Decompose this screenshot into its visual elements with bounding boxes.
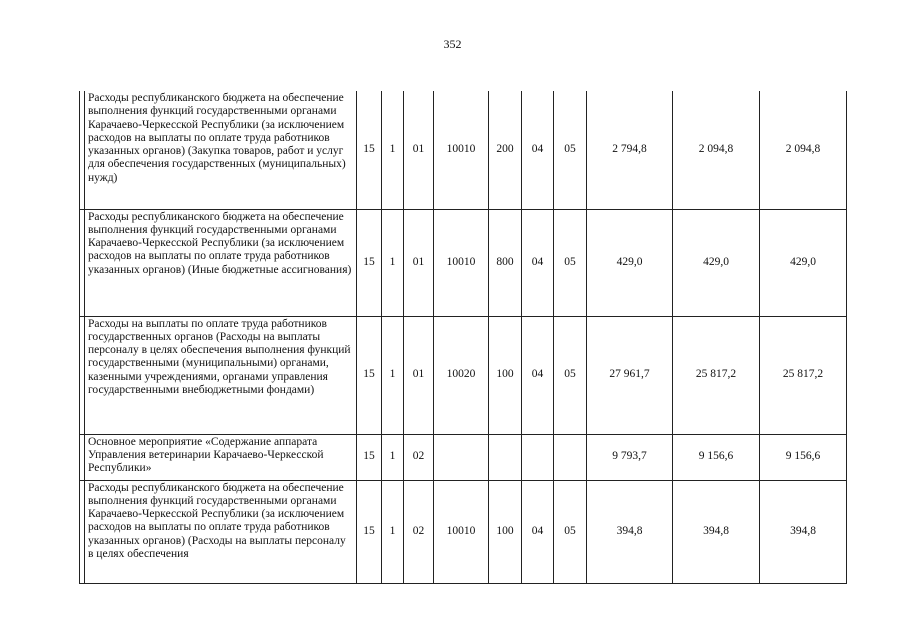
code-cell [489, 434, 522, 480]
code-cell: 04 [522, 209, 554, 316]
code-cell: 15 [357, 434, 382, 480]
amount-cell: 394,8 [587, 480, 673, 583]
amount-cell: 9 156,6 [673, 434, 760, 480]
code-cell: 1 [382, 209, 404, 316]
amount-cell: 394,8 [760, 480, 847, 583]
amount-cell: 2 094,8 [673, 91, 760, 209]
amount-cell: 25 817,2 [673, 316, 760, 434]
code-cell: 1 [382, 434, 404, 480]
budget-table [79, 91, 847, 584]
code-cell: 100 [489, 480, 522, 583]
code-cell: 15 [357, 209, 382, 316]
amount-cell: 429,0 [587, 209, 673, 316]
code-cell [554, 434, 587, 480]
amount-cell: 394,8 [673, 480, 760, 583]
code-cell: 1 [382, 91, 404, 209]
code-cell: 15 [357, 91, 382, 209]
code-cell: 15 [357, 480, 382, 583]
code-cell: 1 [382, 480, 404, 583]
amount-cell: 27 961,7 [587, 316, 673, 434]
code-cell: 10010 [434, 480, 489, 583]
page-number: 352 [443, 37, 462, 51]
code-cell: 05 [554, 209, 587, 316]
code-cell: 100 [489, 316, 522, 434]
code-cell: 05 [554, 480, 587, 583]
code-cell: 04 [522, 480, 554, 583]
code-cell: 01 [404, 209, 434, 316]
code-cell: 15 [357, 316, 382, 434]
code-cell: 05 [554, 316, 587, 434]
code-cell: 01 [404, 91, 434, 209]
code-cell: 10010 [434, 209, 489, 316]
code-cell: 02 [404, 480, 434, 583]
amount-cell: 9 793,7 [587, 434, 673, 480]
code-cell: 04 [522, 316, 554, 434]
amount-cell: 429,0 [760, 209, 847, 316]
code-cell [434, 434, 489, 480]
table-row [80, 434, 847, 480]
amount-cell: 2 794,8 [587, 91, 673, 209]
code-cell: 01 [404, 316, 434, 434]
description-cell: Основное мероприятие «Содержание аппарата Управления ветеринарии Карачаево-Черкесской Республики» [85, 434, 357, 480]
table-row [80, 91, 847, 209]
amount-cell: 25 817,2 [760, 316, 847, 434]
description-cell: Расходы республиканского бюджета на обеспечение выполнения функций государственными органами Карачаево-Черкесской Республики (за исключением расходов на выплаты по оплате труда работников указанных органов) (Иные бюджетные ассигнования) [85, 209, 357, 316]
table-row [80, 480, 847, 583]
code-cell [522, 434, 554, 480]
code-cell: 05 [554, 91, 587, 209]
code-cell: 800 [489, 209, 522, 316]
description-cell: Расходы на выплаты по оплате труда работников государственных органов (Расходы на выплаты персоналу в целях обеспечения выполнения функций государственными (муниципальными) органами, казенными учреждениями, органами управления государственными внебюджетными фондами) [85, 316, 357, 434]
code-cell: 10010 [434, 91, 489, 209]
code-cell: 10020 [434, 316, 489, 434]
amount-cell: 429,0 [673, 209, 760, 316]
table-row [80, 316, 847, 434]
code-cell: 02 [404, 434, 434, 480]
code-cell: 200 [489, 91, 522, 209]
amount-cell: 9 156,6 [760, 434, 847, 480]
code-cell: 1 [382, 316, 404, 434]
code-cell: 04 [522, 91, 554, 209]
description-cell: Расходы республиканского бюджета на обеспечение выполнения функций государственными органами Карачаево-Черкесской Республики (за исключением расходов на выплаты по оплате труда работников указанных органов) (Расходы на выплаты персоналу в целях обеспечения [85, 480, 357, 583]
description-cell: Расходы республиканского бюджета на обеспечение выполнения функций государственными органами Карачаево-Черкесской Республики (за исключением расходов на выплаты по оплате труда работников указанных органов) (Закупка товаров, работ и услуг для обеспечения государственных (муниципальных) нужд) [85, 91, 357, 209]
amount-cell: 2 094,8 [760, 91, 847, 209]
table-row [80, 209, 847, 316]
